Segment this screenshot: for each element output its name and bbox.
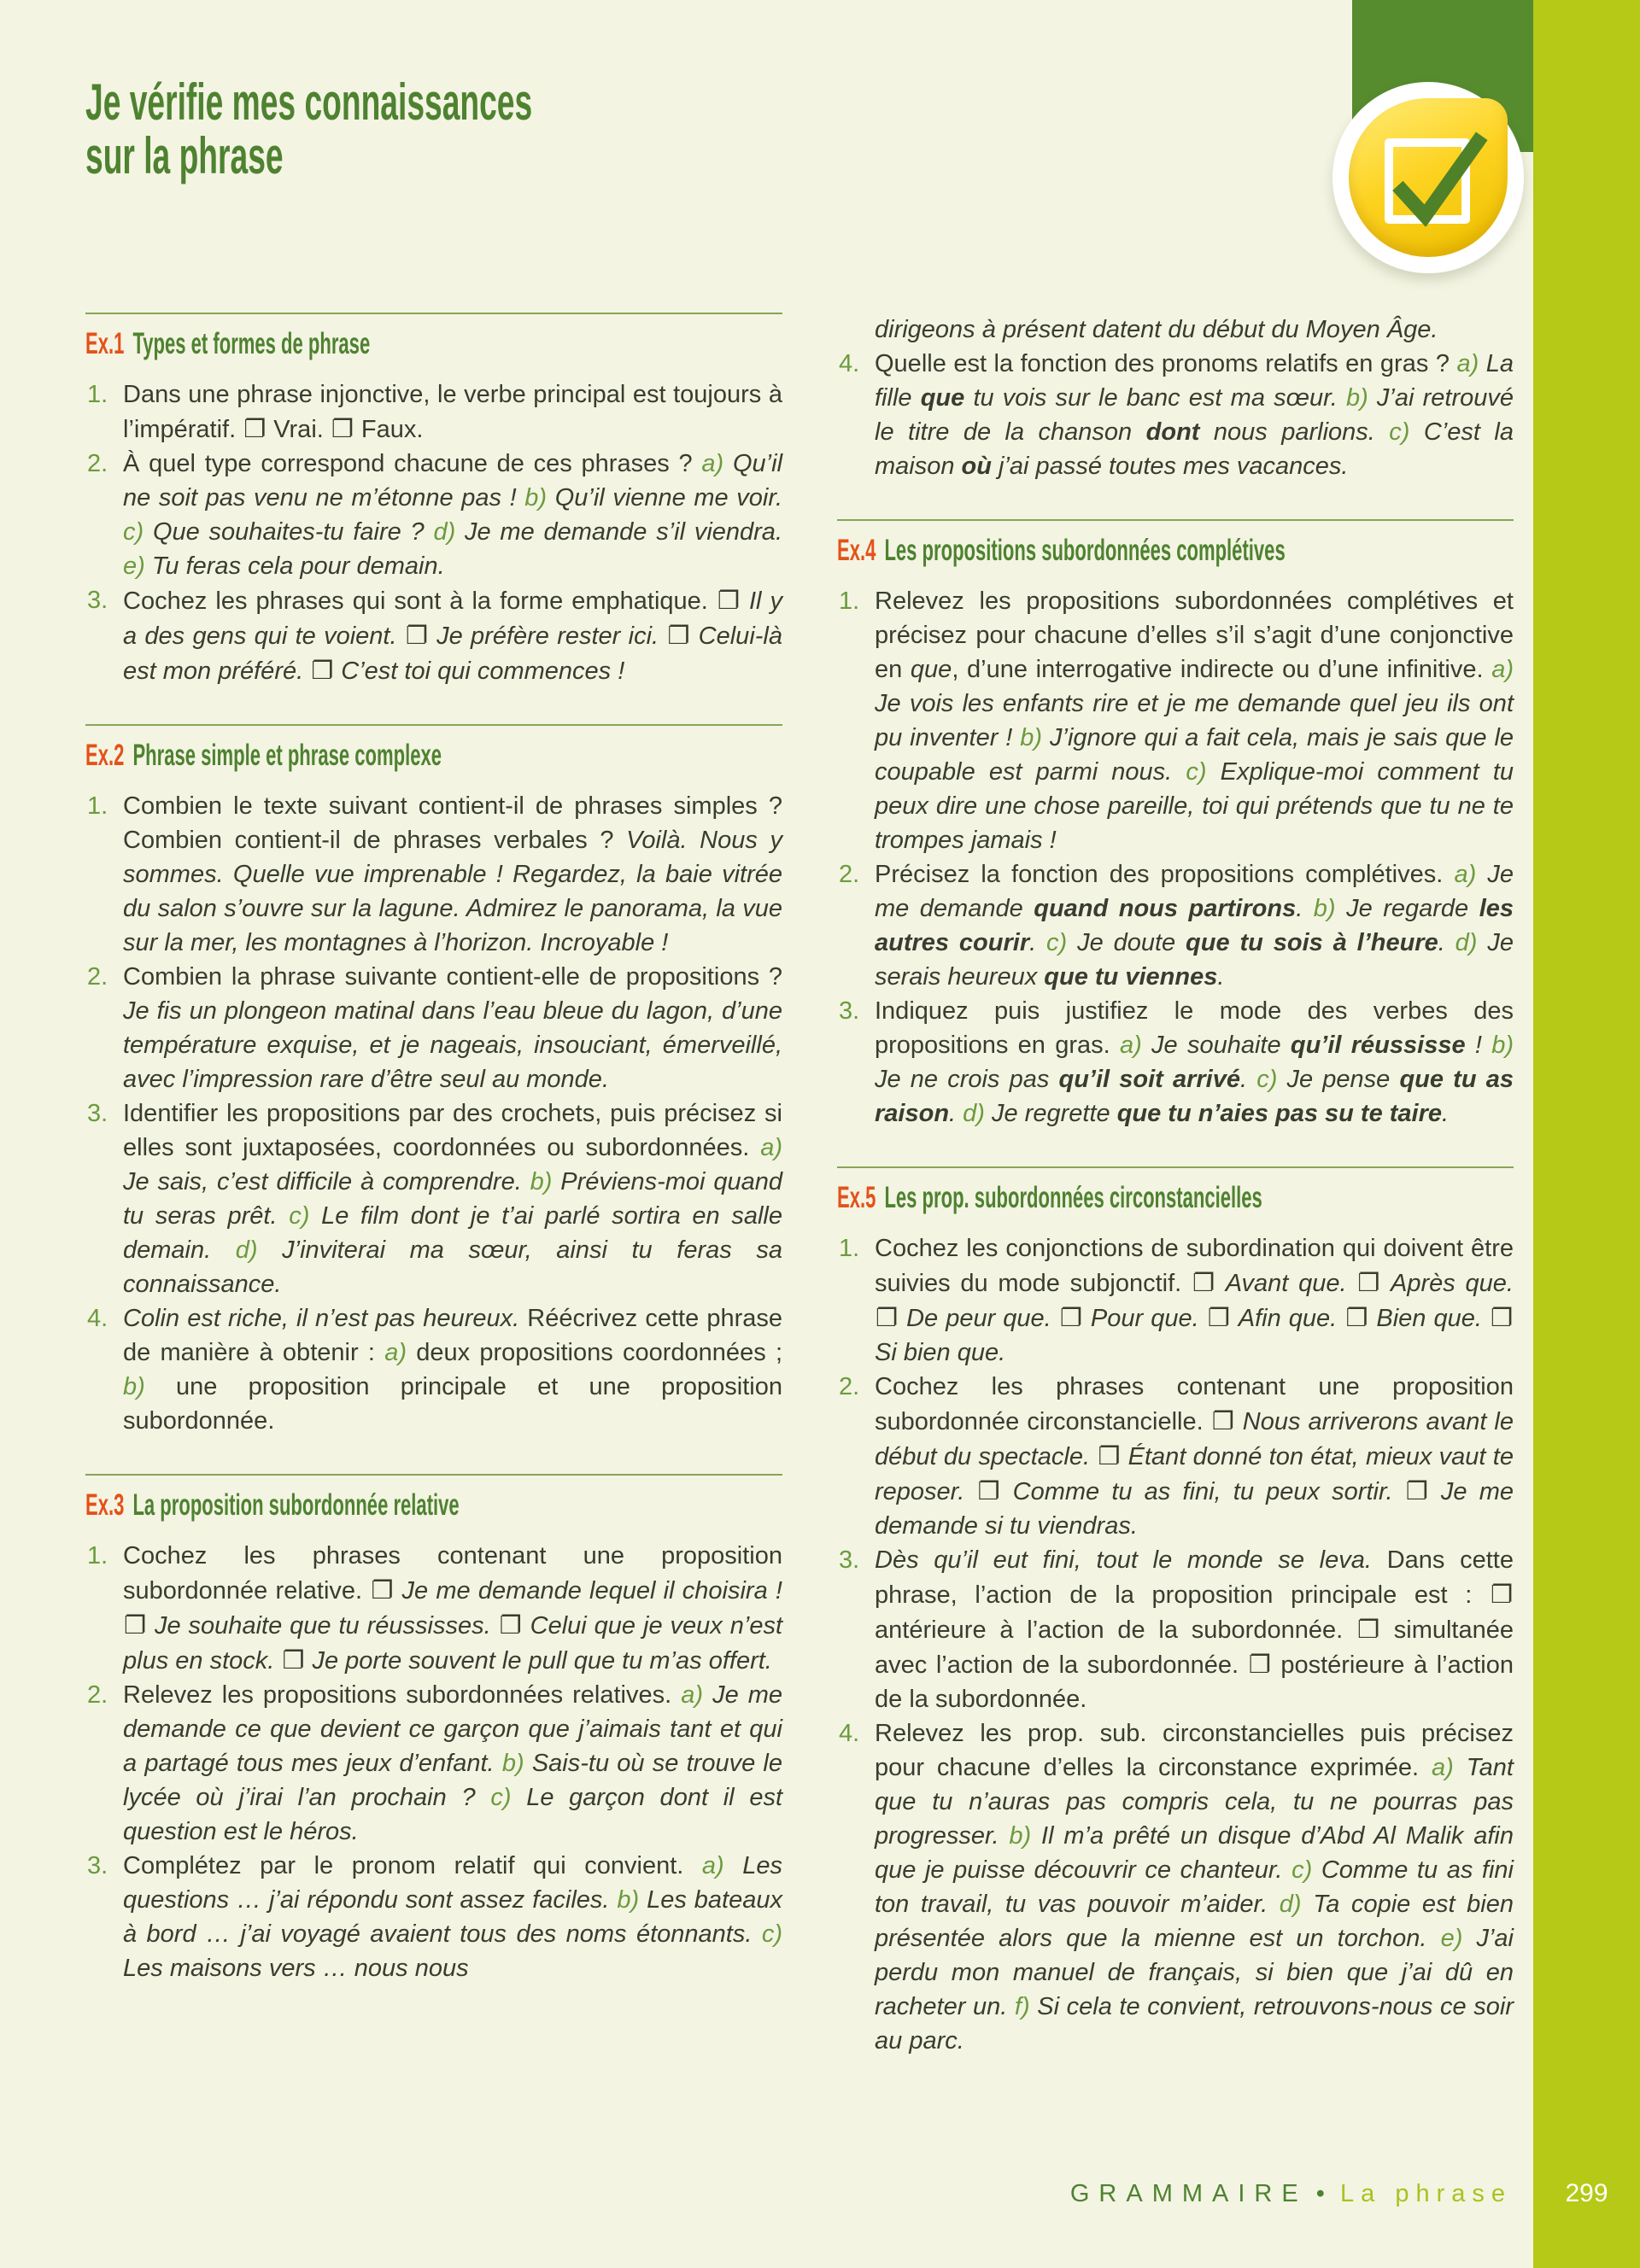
option-letter: d) [1279, 1891, 1314, 1918]
text-run: Dans une phrase injonctive, le verbe principal est toujours à l’impératif. [123, 381, 782, 443]
text-run: Combien le texte suivant contient-il de phrases simples ? Combien contient-il de phrases verbales ? [123, 792, 782, 854]
text-run: Avant que. [1225, 1270, 1357, 1297]
text-run: que tu sois à l’heure [1186, 929, 1438, 956]
text-run: qu’il soit arrivé [1058, 1066, 1240, 1093]
option-letter: a) [384, 1339, 417, 1366]
exercise-item [85, 377, 782, 447]
exercise-item [837, 584, 1514, 857]
item-number: 4. [839, 350, 860, 377]
exercise-title: Types et formes de phrase [132, 327, 371, 360]
right-edge-band [1533, 0, 1640, 2268]
text-run: Je porte souvent le pull que tu m’as offert. [312, 1647, 772, 1675]
option-letter: b) [524, 484, 555, 511]
item-number: 3. [839, 997, 860, 1025]
option-letter: a) [1491, 656, 1514, 683]
option-letter: f) [1014, 1993, 1038, 2020]
checkbox-icon: ❐ [876, 1303, 898, 1332]
checkbox-icon: ❐ [499, 1610, 522, 1640]
text-run: Faux. [354, 416, 424, 443]
exercise-item [837, 994, 1514, 1131]
item-number: 3. [87, 587, 108, 614]
checkbox-icon: ❐ [1405, 1476, 1428, 1505]
exercise-item [85, 960, 782, 1096]
option-letter: b) [1020, 724, 1050, 751]
text-run: deux propositions coordonnées ; [416, 1339, 783, 1366]
exercise-item [837, 857, 1514, 994]
text-run: simultanée avec l’action de la subordonnée. [875, 1616, 1514, 1679]
text-run: qu’il réussisse [1290, 1032, 1466, 1059]
text-run: . [1217, 963, 1225, 991]
section-divider [837, 1166, 1514, 1168]
text-run [1215, 1270, 1226, 1297]
option-letter: c) [1046, 929, 1078, 956]
text-run: Celui que je veux n’est plus en stock. [123, 1612, 783, 1675]
option-letter: c) [1186, 758, 1221, 786]
text-run: Je préfère rester ici. [436, 623, 667, 650]
text-run: antérieure à l’action de la subordonnée. [875, 1616, 1356, 1644]
footer [1070, 2179, 1512, 2208]
checkbox-icon: ❐ [1345, 1303, 1368, 1332]
option-letter: a) [1119, 1032, 1152, 1059]
continuation-block [837, 313, 1514, 483]
option-letter: b) [123, 1373, 177, 1400]
text-run: que tu as raison [875, 1066, 1514, 1127]
text-run: Les bateaux à bord … j’ai voyagé avaient tous des noms étonnants. [123, 1886, 782, 1948]
item-number: 2. [839, 861, 860, 888]
exercise-item [837, 1231, 1514, 1370]
text-run: Cochez les conjonctions de subordination qui doivent être suivies du mode subjonctif. [875, 1235, 1514, 1297]
text-run [899, 1305, 906, 1332]
text-run: Les maisons vers … nous nous [123, 1955, 469, 1982]
text-run: Explique-moi comment tu peux dire une chose pareille, toi qui prétends que tu ne te trompes jamais ! [875, 758, 1514, 854]
option-letter: a) [701, 450, 733, 477]
text-run: Je me demande [875, 861, 1514, 922]
checkbox-icon: ❐ [1192, 1268, 1215, 1297]
text-run: Tu feras cela pour demain. [151, 552, 445, 580]
text-run: Je me demande s’il viendra. [465, 518, 782, 546]
text-run: Je vois les enfants rire et je me demande quel jeu ils ont pu inventer ! [875, 690, 1514, 751]
text-run: Il m’a prêté un disque d’Abd Al Malik afin que je puisse découvrir ce chanteur. [875, 1822, 1514, 1884]
text-run: Si cela te convient, retrouvons-nous ce soir au parc. [875, 1993, 1514, 2055]
item-number: 1. [839, 1235, 860, 1262]
option-letter: a) [681, 1681, 713, 1709]
text-run [1380, 1270, 1391, 1297]
text-run: Je fis un plongeon matinal dans l’eau bleue du lagon, d’une température exquise, et je nageais, insouciant, émerveillé, avec l’impression rare d’être seul au monde. [123, 997, 782, 1093]
exercise-heading [85, 739, 524, 772]
text-run: J’ai perdu mon manuel de français, si bien que j’ai dû en racheter un. [875, 1925, 1514, 2020]
exercise-heading [837, 534, 1286, 567]
exercise-title: Les propositions subordonnées complétives [884, 534, 1286, 567]
text-run [1083, 1305, 1091, 1332]
text-run [147, 1612, 155, 1640]
exercise-item [85, 1096, 782, 1301]
text-run: j’ai passé toutes mes vacances. [999, 453, 1349, 480]
option-letter: c) [1389, 418, 1424, 446]
text-run: Je regarde [1346, 895, 1479, 922]
option-letter: d) [963, 1100, 992, 1127]
text-run: Que souhaites-tu faire ? [152, 518, 434, 546]
item-number: 4. [87, 1305, 108, 1332]
option-letter: c) [761, 1920, 782, 1948]
checkbox-icon: ❐ [1211, 1406, 1234, 1435]
option-letter: b) [617, 1886, 647, 1914]
footer-chapter-label: La phrase [1340, 2180, 1512, 2207]
exercise-item [85, 447, 782, 583]
item-number: 3. [87, 1852, 108, 1879]
text-run: postérieure à l’action de la subordonnée. [875, 1651, 1514, 1713]
text-run: Les questions … j’ai répondu sont assez faciles. [123, 1852, 782, 1914]
text-run: une proposition principale et une proposition subordonnée. [123, 1373, 782, 1435]
exercise-title: Phrase simple et phrase complexe [132, 739, 442, 772]
text-run: Comme tu as fini, tu peux sortir. [1012, 1478, 1405, 1505]
item-number: 4. [839, 1720, 860, 1747]
exercise-number: Ex.1 [85, 327, 125, 360]
exercise-item-continuation [837, 313, 1514, 347]
option-letter: a) [1456, 350, 1486, 377]
text-run: dirigeons à présent datent du début du Moyen Âge. [875, 316, 1438, 343]
item-number: 2. [839, 1373, 860, 1400]
text-run: Je me demande si tu viendras. [875, 1478, 1514, 1540]
check-icon [1387, 128, 1494, 229]
page-title-line1: Je vérifie mes connaissances [85, 73, 533, 131]
exercise-title: La proposition subordonnée relative [132, 1488, 460, 1522]
text-run: Afin que. [1238, 1305, 1345, 1332]
option-letter: c) [1256, 1066, 1287, 1093]
text-run: Préviens-moi quand tu seras prêt. [123, 1168, 782, 1230]
text-run: où [961, 453, 999, 480]
text-run: . [1442, 1100, 1450, 1127]
text-run: Ta copie est bien présentée alors que la mienne est un torchon. [875, 1891, 1514, 1952]
checkbox-icon: ❐ [1248, 1650, 1271, 1679]
checkbox-icon: ❐ [405, 621, 428, 650]
text-run: Qu’il ne soit pas venu ne m’étonne pas ! [123, 450, 783, 511]
text-run: Je me demande lequel il choisira ! [401, 1577, 782, 1605]
option-letter: b) [1009, 1822, 1042, 1850]
text-run: . [1296, 895, 1314, 922]
checkbox-icon: ❐ [331, 414, 354, 443]
text-run [429, 623, 436, 650]
text-run: J’ai retrouvé le titre de la chanson [875, 384, 1514, 446]
right-column [837, 313, 1514, 2094]
page-title-line2: sur la phrase [85, 127, 284, 184]
text-run: Bien que. [1376, 1305, 1490, 1332]
checkbox-icon: ❐ [282, 1645, 305, 1675]
text-run: Tant que tu n’auras pas compris cela, tu ne pourras pas progresser. [875, 1754, 1514, 1850]
option-letter: a) [1454, 861, 1488, 888]
option-letter: d) [433, 518, 466, 546]
text-run: Sais-tu où se trouve le lycée où j’irai l’an prochain ? [123, 1750, 782, 1811]
text-run: Voilà. Nous y sommes. Quelle vue imprenable ! Regardez, la baie vitrée du salon s’ouvre sur la lagune. Admirez le panorama, la vue sur la mer, les montagnes à l’horizon. Incroyable ! [123, 827, 783, 956]
text-run: . [1239, 1066, 1257, 1093]
text-run: . [949, 1100, 964, 1127]
option-letter: b) [501, 1750, 532, 1777]
option-letter: b) [530, 1168, 561, 1195]
exercise-item [85, 1849, 782, 1985]
item-number: 3. [839, 1546, 860, 1574]
exercise-number: Ex.3 [85, 1488, 125, 1522]
text-run: J’inviterai ma sœur, ainsi tu feras sa connaissance. [123, 1236, 782, 1298]
option-letter: b) [1313, 895, 1347, 922]
section-divider [85, 1474, 782, 1476]
option-letter: c) [289, 1202, 322, 1230]
exercise-item [837, 347, 1514, 483]
footer-bullet: • [1315, 2180, 1325, 2207]
text-run: C’est toi qui commences ! [341, 658, 625, 685]
section-divider [85, 724, 782, 726]
text-run: . [1029, 929, 1047, 956]
option-letter: c) [1292, 1856, 1321, 1884]
exercise-section [85, 1474, 782, 1985]
text-run: Le film dont je t’ai parlé sortira en salle demain. [123, 1202, 782, 1264]
exercise-heading [837, 1182, 1263, 1214]
checkbox-icon: ❐ [1491, 1580, 1513, 1609]
section-divider [85, 313, 782, 314]
option-letter: a) [760, 1134, 782, 1161]
text-run: Étant donné ton état, mieux vaut te reposer. [875, 1443, 1514, 1505]
text-run: Précisez la fonction des propositions complétives. [875, 861, 1455, 888]
text-run: Si bien que. [875, 1339, 1006, 1366]
checkbox-icon: ❐ [1098, 1441, 1121, 1470]
text-run: nous parlions. [1213, 418, 1390, 446]
option-letter: b) [1345, 384, 1377, 412]
option-letter: c) [123, 518, 153, 546]
exercise-item [837, 1716, 1514, 2058]
checkbox-icon: ❐ [243, 414, 266, 443]
exercise-item [837, 1370, 1514, 1543]
checkbox-icon: ❐ [1059, 1303, 1082, 1332]
checkbox-icon: ❐ [311, 656, 334, 685]
exercise-item [85, 583, 782, 688]
text-run: Quelle est la fonction des pronoms relatifs en gras ? [875, 350, 1457, 377]
exercise-item [85, 789, 782, 960]
text-run: Complétez par le pronom relatif qui convient. [123, 1852, 702, 1879]
text-run: , d’une interrogative indirecte ou d’une infinitive. [952, 656, 1492, 683]
option-letter: d) [235, 1236, 283, 1264]
item-number: 2. [87, 1681, 108, 1709]
text-run: Je doute [1077, 929, 1186, 956]
text-run: J’ignore qui a fait cela, mais je sais que le coupable est parmi nous. [875, 724, 1514, 786]
text-run: ! [1465, 1032, 1492, 1059]
text-run: Combien la phrase suivante contient-elle de propositions ? [123, 963, 782, 991]
checkbox-icon: ❐ [1490, 1303, 1513, 1332]
exercise-section [837, 519, 1514, 1131]
text-run: Qu’il vienne me voir. [554, 484, 783, 511]
page-number: 299 [1565, 2179, 1608, 2207]
item-number: 1. [87, 381, 108, 408]
exercise-item [837, 1543, 1514, 1716]
text-run: Cochez les phrases qui sont à la forme emphatique. [123, 587, 717, 615]
item-number: 1. [87, 1542, 108, 1569]
checkbox-icon: ❐ [667, 621, 690, 650]
exercise-heading [85, 328, 524, 360]
exercise-title: Les prop. subordonnées circonstancielles [884, 1181, 1262, 1214]
text-run: les autres courir [875, 895, 1514, 956]
item-number: 3. [87, 1100, 108, 1127]
checkbox-icon: ❐ [1357, 1268, 1380, 1297]
option-letter: c) [490, 1784, 527, 1811]
text-run: tu vois sur le banc est ma sœur. [973, 384, 1346, 412]
item-number: 1. [87, 792, 108, 820]
text-run: La fille [875, 350, 1514, 412]
text-run: Colin est riche, il n’est pas heureux. [123, 1305, 528, 1332]
text-run: Celui-là est mon préféré. [123, 623, 782, 685]
text-run: Relevez les propositions subordonnées complétives et précisez pour chacune d’elles s’il s’agit d’une conjonctive en [875, 587, 1514, 683]
text-run [1000, 1478, 1012, 1505]
checkbox-icon: ❐ [1356, 1615, 1379, 1644]
option-letter: a) [1431, 1754, 1467, 1781]
text-run: Identifier les propositions par des crochets, puis précisez si elles sont juxtaposées, coordonnées ou subordonnées. [123, 1100, 782, 1161]
item-number: 1. [839, 587, 860, 615]
exercise-section [837, 1166, 1514, 2058]
text-run: À quel type correspond chacune de ces phrases ? [123, 450, 702, 477]
text-run: Je serais heureux [875, 929, 1514, 991]
text-run: De peur que. [906, 1305, 1059, 1332]
text-run: que [910, 656, 952, 683]
text-run: Vrai. [266, 416, 331, 443]
option-letter: e) [123, 552, 152, 580]
text-run: Cochez les phrases contenant une proposition subordonnée relative. [123, 1542, 782, 1605]
item-number: 2. [87, 450, 108, 477]
checkbox-icon: ❐ [977, 1476, 1000, 1505]
text-run [394, 1577, 401, 1605]
text-run: Relevez les propositions subordonnées relatives. [123, 1681, 682, 1709]
text-run [1121, 1443, 1128, 1470]
exercise-number: Ex.5 [837, 1181, 876, 1214]
text-run: Comme tu as fini ton travail, tu vas pouvoir m’aider. [875, 1856, 1514, 1918]
text-run: . [1438, 929, 1456, 956]
text-run: Dès qu’il eut fini, tout le monde se leva. [875, 1546, 1387, 1574]
check-badge [1332, 82, 1524, 273]
text-run: Réécrivez cette phrase de manière à obtenir : [123, 1305, 782, 1366]
checkbox-icon: ❐ [124, 1610, 146, 1640]
page-title [85, 75, 532, 183]
checkbox-icon: ❐ [717, 586, 740, 615]
text-run: Il y a des gens qui te voient. [123, 587, 782, 650]
text-run [1429, 1478, 1441, 1505]
text-run: Je me demande ce que devient ce garçon que j’aimais tant et qui a partagé tous mes jeux d’enfant. [123, 1681, 783, 1777]
option-letter: b) [1491, 1032, 1514, 1059]
checkbox-icon: ❐ [1207, 1303, 1230, 1332]
option-letter: d) [1455, 929, 1488, 956]
text-run: que [920, 384, 974, 412]
exercise-section [85, 724, 782, 1438]
exercise-item [85, 1678, 782, 1849]
exercise-item [85, 1301, 782, 1438]
text-run: Je regrette [992, 1100, 1117, 1127]
text-run [741, 587, 749, 615]
text-run: Relevez les prop. sub. circonstancielles puis précisez pour chacune d’elles la circonstance exprimée. [875, 1720, 1514, 1781]
exercise-number: Ex.4 [837, 534, 876, 567]
text-run: que tu n’aies pas su te taire [1116, 1100, 1443, 1127]
text-run: Je pense [1286, 1066, 1400, 1093]
exercise-number: Ex.2 [85, 739, 125, 772]
text-run: Cochez les phrases contenant une proposition subordonnée circonstancielle. [875, 1373, 1514, 1435]
text-run: Pour que. [1090, 1305, 1207, 1332]
text-run: Après que. [1391, 1270, 1514, 1297]
section-divider [837, 519, 1514, 521]
exercise-item [85, 1539, 782, 1678]
text-run: C’est la maison [875, 418, 1514, 480]
item-number: 2. [87, 963, 108, 991]
exercise-heading [85, 1489, 524, 1522]
checkbox-icon: ❐ [371, 1575, 394, 1605]
text-run [1235, 1408, 1243, 1435]
text-run: Indiquez puis justifiez le mode des verbes des propositions en gras. [875, 997, 1514, 1059]
exercise-section [85, 313, 782, 688]
text-run [1231, 1305, 1239, 1332]
option-letter: a) [701, 1852, 743, 1879]
text-run: Je souhaite [1151, 1032, 1291, 1059]
option-letter: e) [1440, 1925, 1477, 1952]
text-run [523, 1612, 530, 1640]
text-run: que tu viennes [1044, 963, 1218, 991]
text-run: dont [1145, 418, 1214, 446]
text-run: quand nous partirons [1034, 895, 1297, 922]
footer-section-label: GRAMMAIRE [1069, 2180, 1308, 2207]
text-run: Le garçon dont il est question est le héros. [123, 1784, 783, 1845]
text-run [690, 623, 698, 650]
left-column [85, 313, 782, 2021]
text-run: Nous arriverons avant le début du spectacle. [875, 1408, 1514, 1470]
text-run: Je ne crois pas [875, 1066, 1059, 1093]
text-run: Dans cette phrase, l’action de la proposition principale est : [875, 1546, 1514, 1609]
text-run: Je souhaite que tu réussisses. [154, 1612, 499, 1640]
text-run: Je sais, c’est difficile à comprendre. [123, 1168, 530, 1195]
